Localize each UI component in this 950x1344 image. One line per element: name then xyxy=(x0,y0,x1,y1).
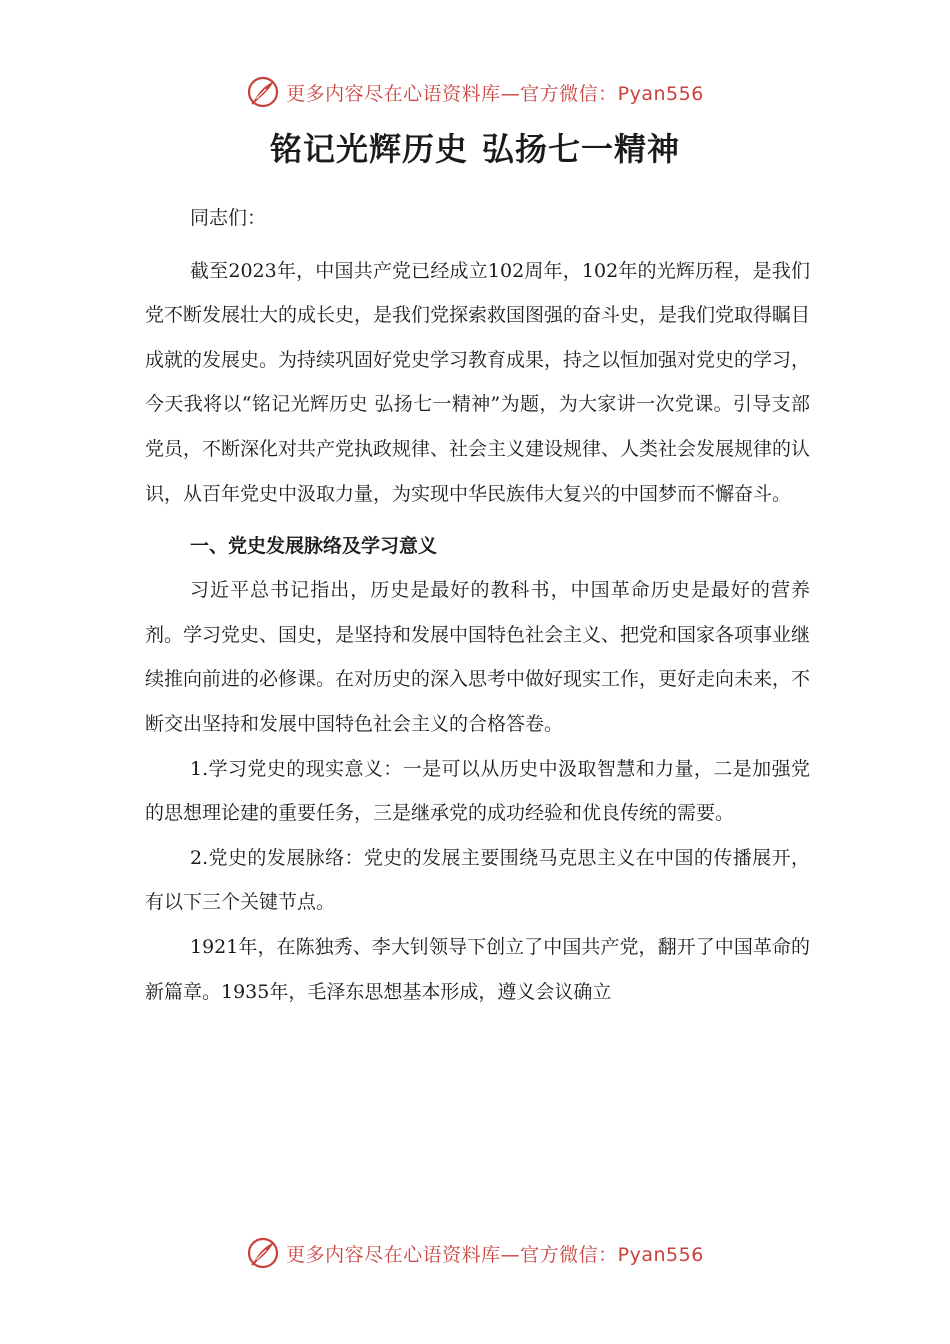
header-banner xyxy=(0,72,950,112)
page-title xyxy=(0,124,950,170)
intro-paragraph: 截至2023年，中国共产党已经成立102周年，102年的光辉历程，是我们党不断发展壮大的成长史，是我们党探索救国图强的奋斗史，是我们党取得瞩目成就的发展史。为持续巩固好党史学习教育成果，持之以恒加强对党史的学习，今天我将以“铭记光辉历史 弘扬七一精神”为题，为大家讲一次党课。引导支部党员，不断深化对共产党执政规律、社会主义建设规律、人类社会发展规律的认识，从百年党史中汲取力量，为实现中华民族伟大复兴的中国梦而不懈奋斗。 xyxy=(145,259,811,505)
footer-banner xyxy=(0,1233,950,1273)
section1-paragraph: 习近平总书记指出，历史是最好的教科书，中国革命历史是最好的营养剂。学习党史、国史，是坚持和发展中国特色社会主义、把党和国家各项事业继续推向前进的必修课。在对历史的深入思考中做好现实工作，更好走向未来，不断交出坚持和发展中国特色社会主义的合格答卷。 xyxy=(145,579,811,735)
quill-pen-logo-icon xyxy=(246,1236,280,1270)
section-heading-1: 一、党史发展脉络及学习意义 xyxy=(190,535,438,558)
footer-banner-text: 更多内容尽在心语资料库—官方微信：Pyan556 xyxy=(286,1243,704,1266)
banner-text: 更多内容尽在心语资料库—官方微信：Pyan556 xyxy=(286,82,704,105)
footer-banner-inner xyxy=(246,1236,704,1270)
banner-inner xyxy=(246,75,704,109)
salutation: 同志们： xyxy=(190,207,267,229)
quill-pen-logo-icon xyxy=(246,75,280,109)
point-1-paragraph: 1.学习党史的现实意义：一是可以从历史中汲取智慧和力量，二是加强党的思想理论建的重要任务，三是继承党的成功经验和优良传统的需要。 xyxy=(145,757,810,825)
title-part-1: 铭记光辉历史 xyxy=(269,130,468,168)
point-3-paragraph: 1921年，在陈独秀、李大钊领导下创立了中国共产党，翻开了中国革命的新篇章。1935年，毛泽东思想基本形成，遵义会议确立 xyxy=(145,935,810,1003)
point-2-paragraph: 2.党史的发展脉络：党史的发展主要围绕马克思主义在中国的传播展开，有以下三个关键节点。 xyxy=(145,846,810,914)
document-body xyxy=(145,196,810,1014)
title-part-2: 弘扬七一精神 xyxy=(482,130,681,168)
